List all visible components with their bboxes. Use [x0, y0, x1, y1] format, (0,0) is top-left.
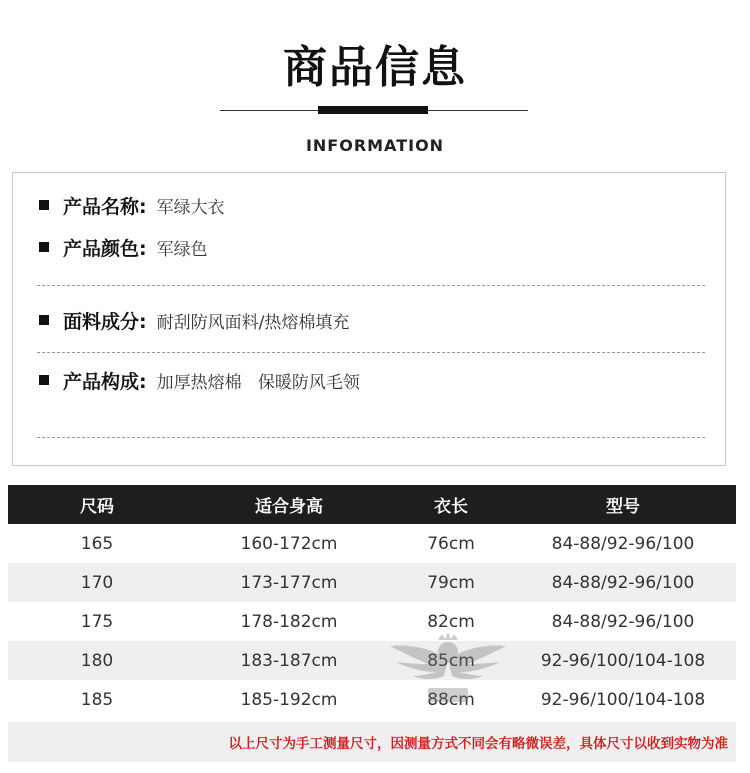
size-table	[8, 485, 736, 719]
column-header-length: 衣长	[392, 485, 510, 524]
cell-size: 185	[80, 689, 114, 710]
cell-size: 165	[80, 533, 114, 554]
info-label: 产品颜色:	[63, 237, 147, 260]
cell-height: 178-182cm	[240, 611, 338, 632]
cell-size: 170	[8, 563, 186, 602]
table-row	[8, 680, 736, 719]
measurement-note: 以上尺寸为手工测量尺寸，因测量方式不同会有略微误差，具体尺寸以收到实物为准	[228, 736, 728, 752]
bullet-icon	[39, 375, 49, 385]
info-row-name	[39, 191, 225, 219]
info-row-color	[39, 233, 208, 261]
cell-height: 183-187cm	[186, 641, 392, 680]
info-row-fabric	[39, 306, 349, 334]
bullet-icon	[39, 200, 49, 210]
info-value: 耐刮防风面料/热熔棉填充	[156, 312, 350, 333]
table-row	[8, 563, 736, 602]
cell-length: 79cm	[392, 563, 510, 602]
info-label: 面料成分:	[63, 310, 147, 333]
page-title: 商品信息	[283, 42, 467, 93]
table-row	[8, 641, 736, 680]
cell-model: 92-96/100/104-108	[510, 641, 736, 680]
divider	[37, 437, 705, 438]
cell-length: 85cm	[392, 641, 510, 680]
title-underline-bar	[318, 106, 428, 114]
table-row	[8, 524, 736, 563]
cell-height: 173-177cm	[186, 563, 392, 602]
column-header-size: 尺码	[8, 485, 186, 524]
cell-model: 84-88/92-96/100	[551, 611, 695, 632]
divider	[37, 352, 705, 353]
divider	[37, 285, 705, 286]
cell-length: 82cm	[427, 611, 475, 632]
info-value: 军绿色	[156, 239, 208, 260]
cell-model: 84-88/92-96/100	[551, 533, 695, 554]
note-bar	[8, 722, 736, 762]
column-header-model: 型号	[510, 485, 736, 524]
info-value: 军绿大衣	[156, 197, 225, 218]
info-label: 产品构成:	[63, 370, 147, 393]
cell-model: 92-96/100/104-108	[540, 689, 706, 710]
cell-length: 88cm	[427, 689, 475, 710]
cell-length: 76cm	[427, 533, 475, 554]
column-header-height: 适合身高	[186, 485, 392, 524]
info-box	[12, 172, 726, 466]
cell-model: 84-88/92-96/100	[510, 563, 736, 602]
page-subtitle: INFORMATION	[305, 136, 445, 155]
cell-height: 185-192cm	[240, 689, 338, 710]
cell-size: 175	[80, 611, 114, 632]
cell-height: 160-172cm	[240, 533, 338, 554]
info-label: 产品名称:	[63, 195, 147, 218]
table-header-row	[8, 485, 736, 524]
cell-size: 180	[8, 641, 186, 680]
info-row-structure	[39, 366, 360, 394]
table-row	[8, 602, 736, 641]
info-value: 加厚热熔棉 保暖防风毛领	[156, 372, 360, 393]
bullet-icon	[39, 315, 49, 325]
bullet-icon	[39, 242, 49, 252]
